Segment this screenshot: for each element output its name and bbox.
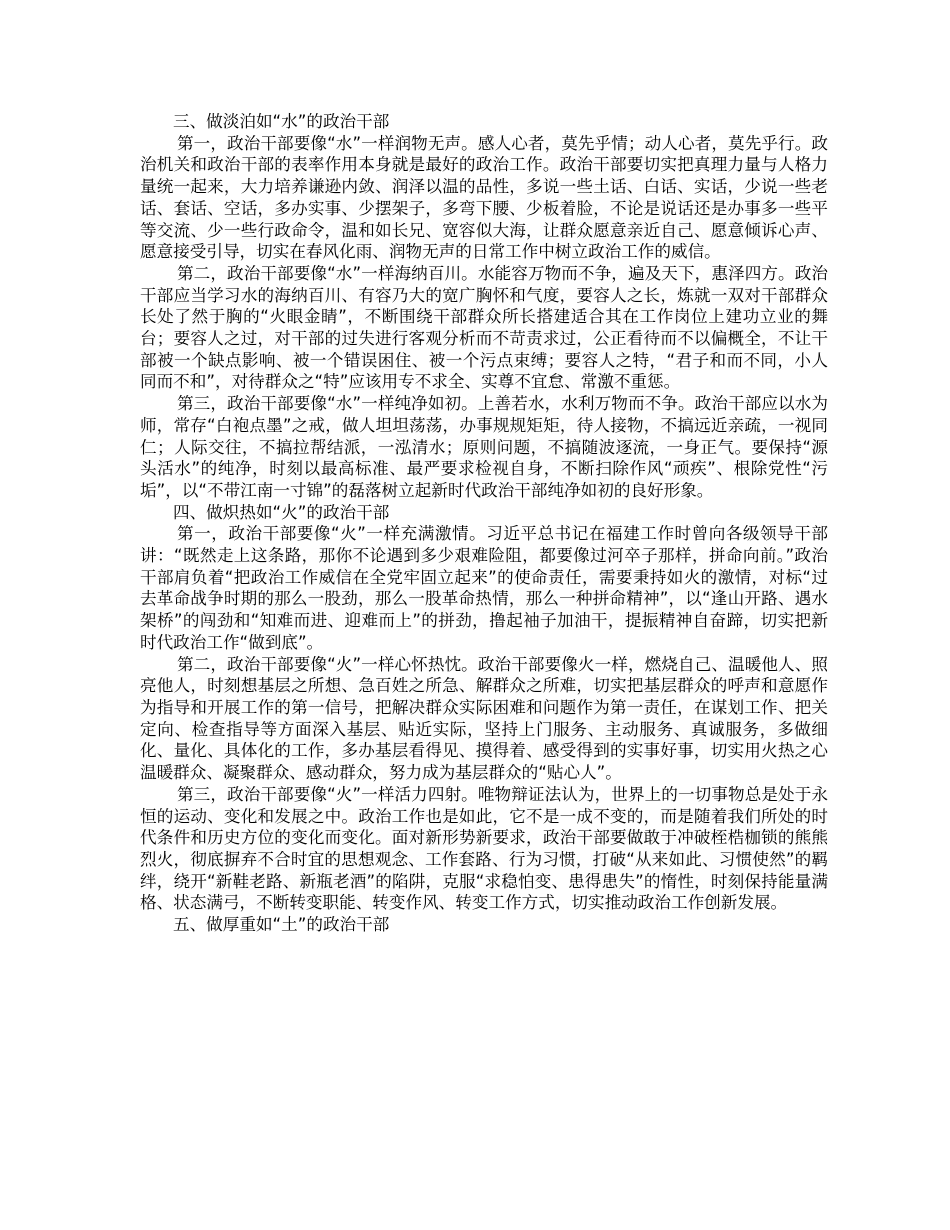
paragraph: 第三，政治干部要像“水”一样纯净如初。上善若水，水利万物而不争。政治干部应以水为师，常存“白袍点墨”之戒，做人坦坦荡荡，办事规规矩矩，待人接物，不搞远近亲疏，一视同仁；人际交往，不搞拉帮结派，一泓清水；原则问题，不搞随波逐流，一身正气。要保持“源头活水”的纯净，时刻以最高标准、最严要求检视自身，不断扫除作风“顽疾”、根除党性“污垢”，以“不带江南一寸锦”的磊落树立起新时代政治干部纯净如初的良好形象。	[140, 394, 828, 500]
paragraph: 第一，政治干部要像“水”一样润物无声。感人心者，莫先乎情；动人心者，莫先乎行。政治机关和政治干部的表率作用本身就是最好的政治工作。政治干部要切实把真理力量与人格力量统一起来，大力培养谦逊内敛、润泽以温的品性，多说一些土话、白话、实话，少说一些老话、套话、空话，多办实事、少摆架子，多弯下腰、少板着脸，不论是说话还是办事多一些平等交流、少一些行政命令，温和如长兄、宽容似大海，让群众愿意亲近自己、愿意倾诉心声、愿意接受引导，切实在春风化雨、润物无声的日常工作中树立政治工作的威信。	[140, 133, 828, 262]
section-heading-fire: 四、做炽热如“火”的政治干部	[173, 502, 390, 522]
paragraph: 第一，政治干部要像“火”一样充满激情。习近平总书记在福建工作时曾向各级领导干部讲：“既然走上这条路，那你不论遇到多少艰难险阻，都要像过河卒子那样，拼命向前。”政治干部肩负着“把政治工作威信在全党牢固立起来”的使命责任，需要秉持如火的激情，对标“过去革命战争时期的那么一股劲，那么一股革命热情，那么一种拼命精神”，以“逢山开路、遇水架桥”的闯劲和“知难而进、迎难而上”的拼劲，撸起袖子加油干，提振精神自奋蹄，切实把新时代政治工作“做到底”。	[140, 524, 828, 652]
paragraph: 第二，政治干部要像“水”一样海纳百川。水能容万物而不争，遍及天下，惠泽四方。政治干部应当学习水的海纳百川、有容乃大的宽广胸怀和气度，要容人之长，炼就一双对干部群众长处了然于胸的“火眼金睛”，不断围绕干部群众所长搭建适合其在工作岗位上建功立业的舞台；要容人之过，对干部的过失进行客观分析而不苛责求过，公正看待而不以偏概全，不让干部被一个缺点影响、被一个错误困住、被一个污点束缚；要容人之特，“君子和而不同，小人同而不和”，对待群众之“特”应该用专不求全、实尊不宜怠、常激不重惩。	[140, 263, 828, 392]
paragraph: 第二，政治干部要像“火”一样心怀热忱。政治干部要像火一样，燃烧自己、温暖他人、照亮他人，时刻想基层之所想、急百姓之所急、解群众之所难，切实把基层群众的呼声和意愿作为指导和开展工作的第一信号，把解决群众实际困难和问题作为第一责任，在谋划工作、把关定向、检查指导等方面深入基层、贴近实际，坚持上门服务、主动服务、真诚服务，多做细化、量化、具体化的工作，多办基层看得见、摸得着、感受得到的实事好事，切实用火热之心温暖群众、凝聚群众、感动群众，努力成为基层群众的“贴心人”。	[140, 654, 828, 783]
section-heading-water: 三、做淡泊如“水”的政治干部	[173, 112, 390, 131]
document-body	[140, 111, 828, 936]
section-heading-earth: 五、做厚重如“土”的政治干部	[173, 915, 390, 935]
paragraph: 第三，政治干部要像“火”一样活力四射。唯物辩证法认为，世界上的一切事物总是处于永恒的运动、变化和发展之中。政治工作也是如此，它不是一成不变的，而是随着我们所处的时代条件和历史方位的变化而变化。面对新形势新要求，政治干部要做敢于冲破桎梏枷锁的熊熊烈火，彻底摒弃不合时宜的思想观念、工作套路、行为习惯，打破“从来如此、习惯使然”的羁绊，绕开“新鞋老路、新瓶老酒”的陷阱，克服“求稳怕变、患得患失”的惰性，时刻保持能量满格、状态满弓，不断转变职能、转变作风、转变工作方式，切实推动政治工作创新发展。	[140, 784, 828, 913]
